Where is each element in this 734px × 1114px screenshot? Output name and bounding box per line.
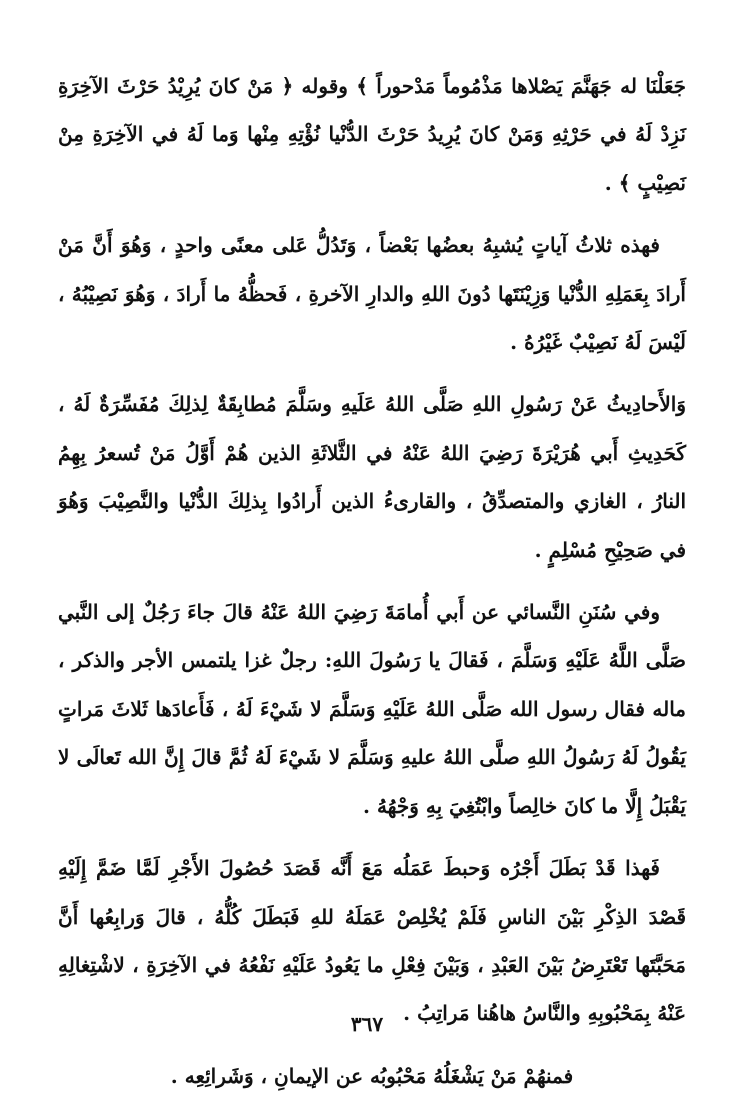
- paragraph-2: فهذه ثلاثُ آياتٍ يُشبِهُ بعضُها بَعْضاً ، وَتَدُلُّ عَلى معنًى واحدٍ ، وَهُوَ أَنَّ مَنْ أَرادَ بِعَمَلِهِ الدُّنْيا وَزِيْنَتَها دُونَ اللهِ والدارِ الآخرةِ ، فَحظُّهُ ما أَرادَ ، وَهُوَ نَصِيْبُهُ ، لَيْسَ لَهُ نَصِيْبٌ غَيْرُهُ .: [58, 233, 686, 355]
- paragraph-6: فمنهُمْ مَنْ يَشْغَلُهُ مَحْبُوبُه عن الإيمانِ ، وَشَرائِعِه .: [170, 1063, 574, 1088]
- paragraph-3: وَالأَحادِيثُ عَنْ رَسُولِ اللهِ صَلَّى اللهُ عَلَيهِ وسَلَّمَ مُطابِقَةٌ لِذلِكَ مُفَسِّرَةٌ لَهُ ، كَحَدِيثِ أَبي هُرَيْرَةَ رَضِيَ اللهُ عَنْهُ في الثَّلاثَةِ الذين هُمْ أَوَّلُ مَنْ تُسعرُ بِهِمُ النارُ ، الغازي والمتصدِّقُ ، والقارىءُ الذين أَرادُوا بِذلِكَ الدُّنْيا والنَّصِيْبَ وَهُوَ في صَحِيْحِ مُسْلِمٍ .: [58, 392, 686, 562]
- paragraph-4: وفي سُنَنِ النَّسائي عن أَبي أُمامَةَ رَضِيَ اللهُ عَنْهُ قالَ جاءَ رَجُلٌ إلى النَّبي صَلَّى اللَّهُ عَلَيْهِ وَسَلَّمَ ، فَقالَ يا رَسُولَ اللهِ: رجلٌ غزا يلتمس الأجر والذكر ، ماله فقال رسول الله صَلَّى اللهُ عَلَيْهِ وَسَلَّمَ لا شَيْءَ لَهُ ، فَأَعادَها ثَلاثَ مَراتٍ يَقُولُ لَهُ رَسُولُ اللهِ صلَّى اللهُ عليهِ وَسَلَّمَ لا شَيْءَ لَهُ ثُمَّ قالَ إِنَّ الله تَعالَى لا يَقْبَلُ إِلَّا ما كانَ خالِصاً وابْتُغِيَ بِهِ وَجْهُهُ .: [58, 600, 686, 818]
- paragraph-5: فَهذا قَدْ بَطَلَ أَجْرُه وَحبطَ عَمَلُه مَعَ أَنَّه قَصَدَ حُصُولَ الأَجْرِ لَمَّا ضَمَّ إِلَيْهِ قَصْدَ الذِكْرِ بَيْنَ الناسِ فَلَمْ يُخْلِصْ عَمَلَهُ للهِ فَبَطَلَ كُلُّهُ ، قالَ وَرابِعُها أَنَّ مَحَبَّتَها تَعْتَرِضُ بَيْنَ العَبْدِ ، وَبَيْنَ فِعْلِ ما يَعُودُ عَلَيْهِ نَفْعُهُ في الآخِرَةِ ، لاشْتِغالِهِ عَنْهُ بِمَحْبُوبِهِ والنَّاسُ هاهُنا مَراتِبُ .: [58, 856, 686, 1026]
- main-text: [58, 62, 686, 1114]
- paragraph-1: جَعَلْنَا له جَهَنَّمَ يَصْلاها مَذْمُوماً مَدْحوراً ﴾ وقوله ﴿ مَنْ كانَ يُرِيْدُ حَرْثَ الآخِرَةِ نَزِدْ لَهُ في حَرْثِهِ وَمَنْ كانَ يُرِيدُ حَرْثَ الدُّنْيا نُؤْتِهِ مِنْها وَما لَهُ في الآخِرَةِ مِنْ نَصِيْبٍ ﴾ .: [58, 74, 687, 195]
- page-number: ٣٦٧: [350, 1012, 384, 1036]
